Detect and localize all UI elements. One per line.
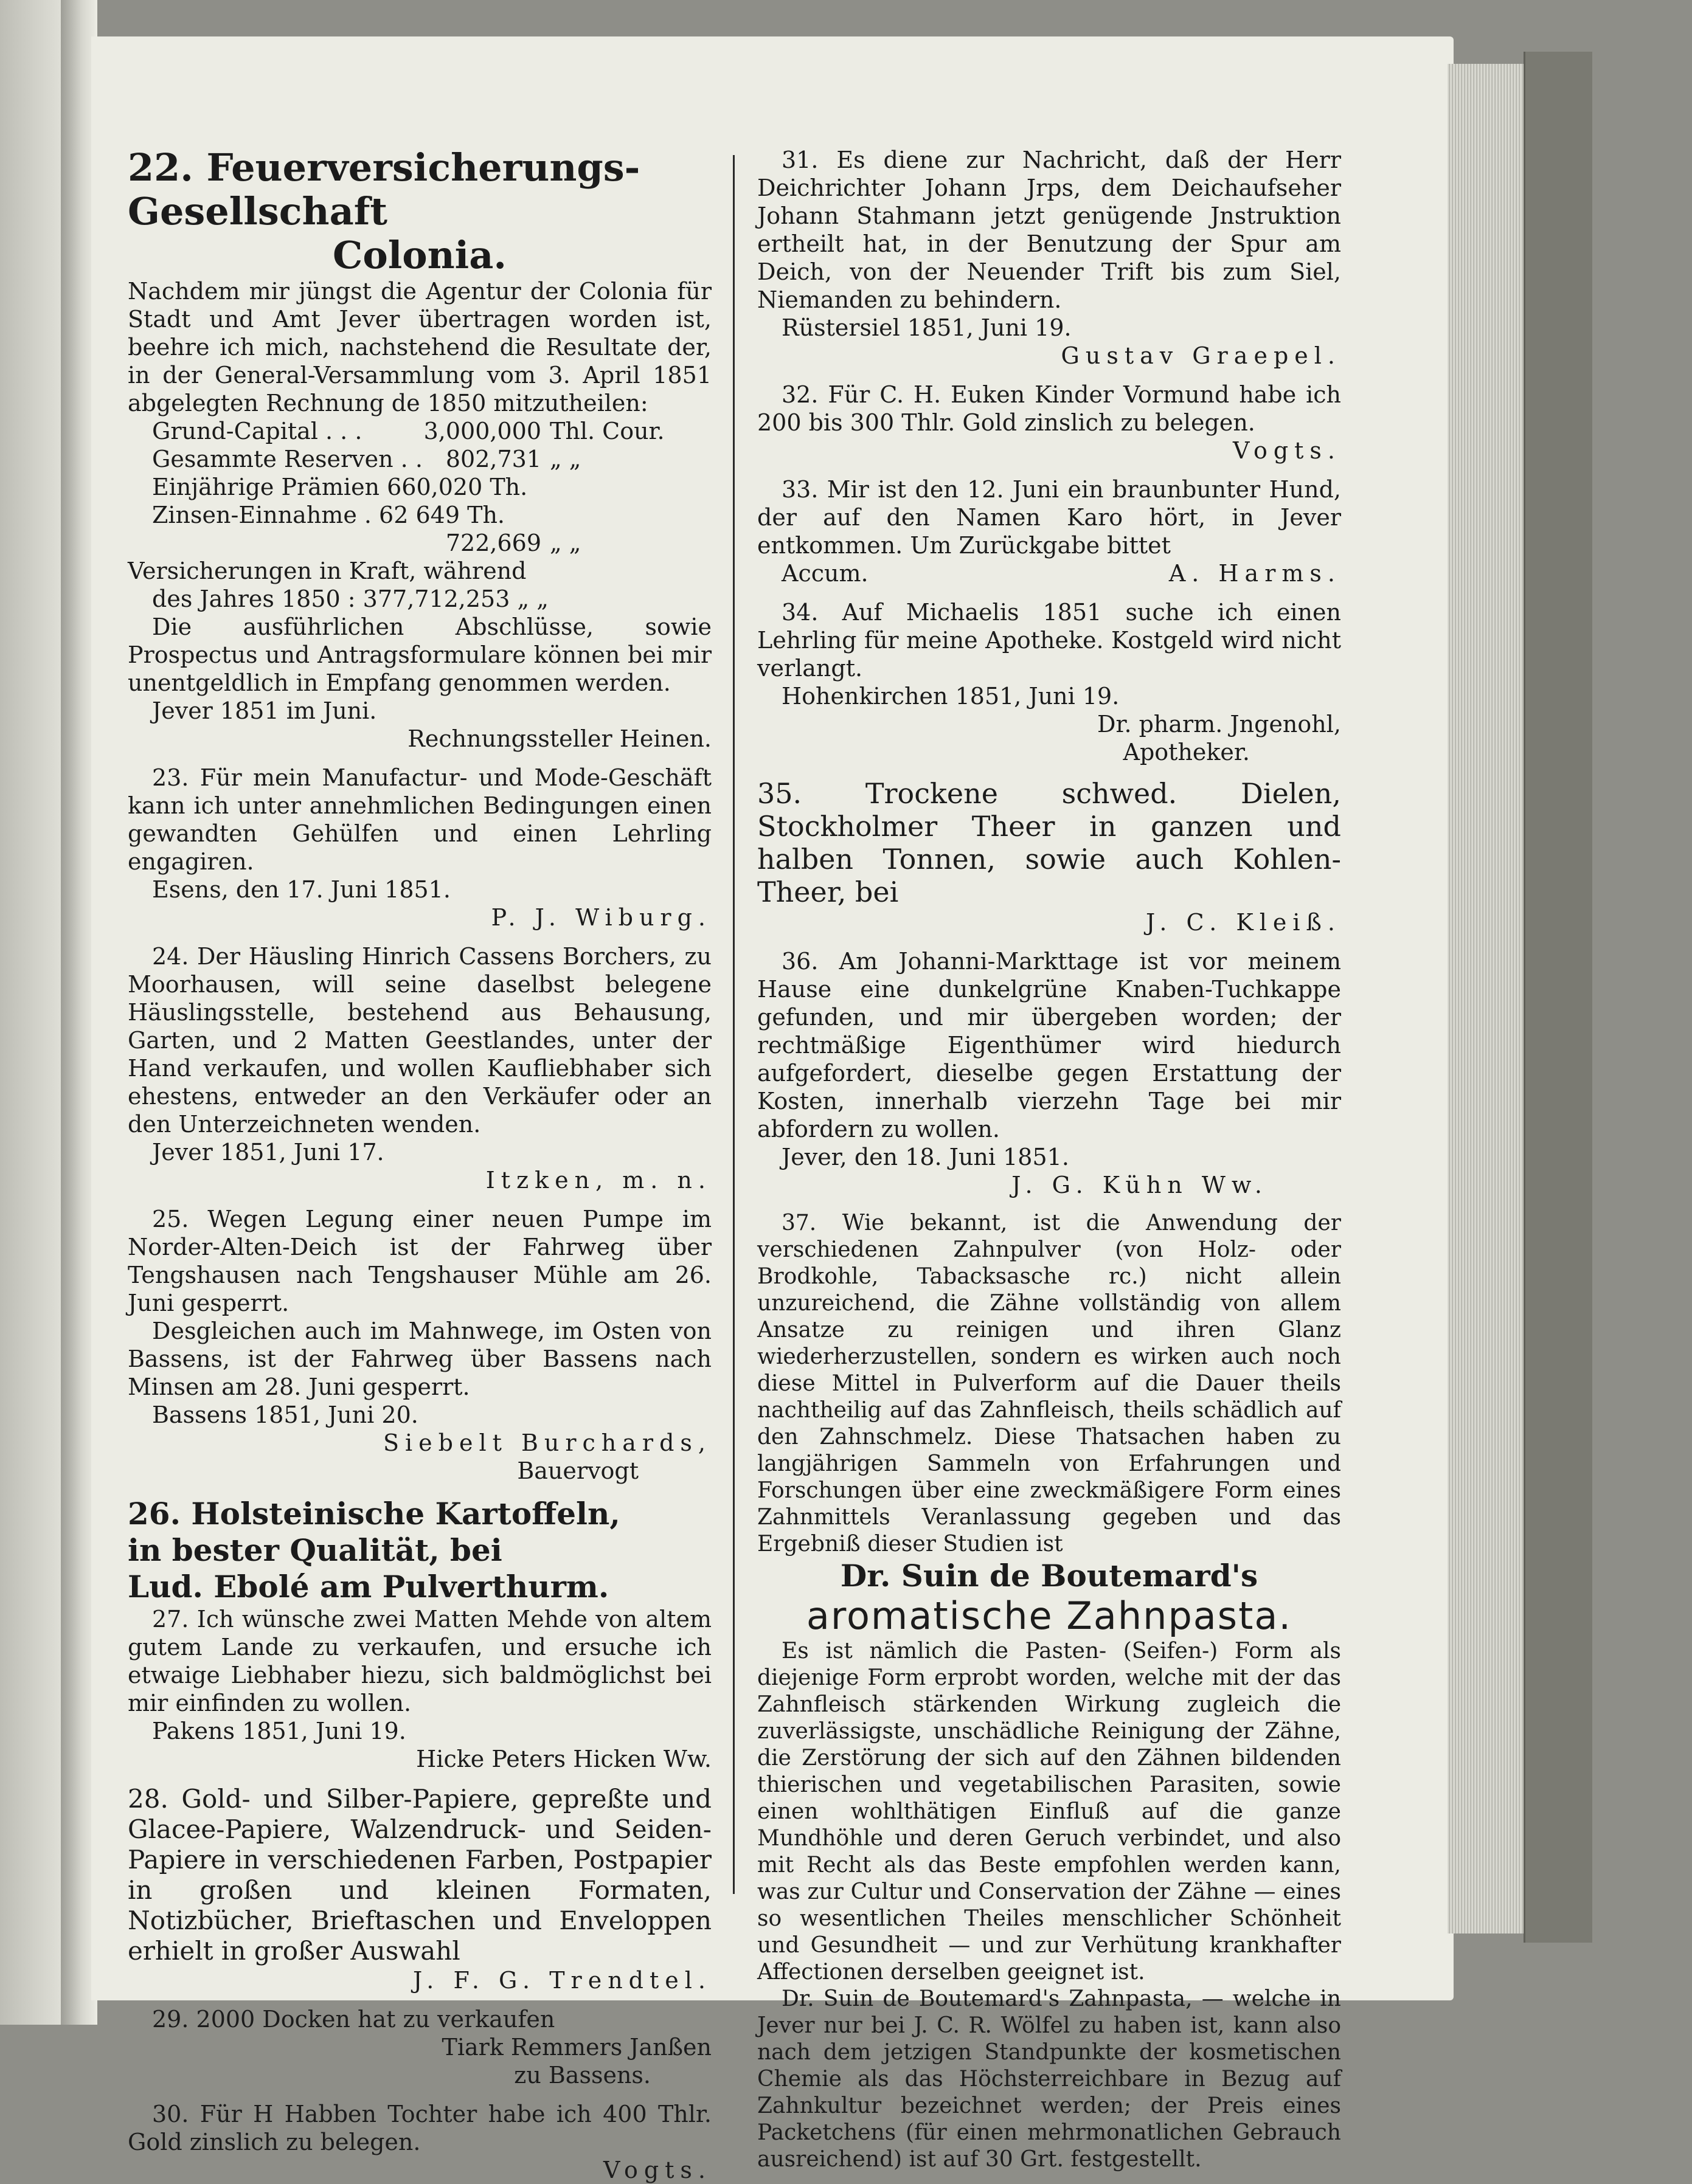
ad-text: Dr. Suin de Boutemard's Zahnpasta, — welche in Jever nur bei J. C. R. Wölfel zu haben ist, kann also nach dem jetzigen Standpunkte der kosmetischen Chemie als das Höchsterreichbare in Bezug auf Zahnkultur bezeichnet werden; der Preis eines Packetchens (für einen mehrmonatlichen Gebrauch ausreichend) ist auf 30 Grt. festgestellt. [757, 1986, 1341, 2172]
ad-signature: J. C. Kleiß. [1146, 909, 1341, 936]
ad-date: Jever, den 18. Juni 1851. [782, 1144, 1069, 1170]
ad-text: Versicherungen in Kraft, während [128, 558, 527, 584]
ad-text: 33. Mir ist den 12. Juni ein braunbunter Hund, der auf den Namen Karo hört, in Jever entkommen. Um Zurückgabe bittet [757, 476, 1341, 559]
ad-36 [757, 947, 1341, 1199]
ad-37 [757, 1210, 1341, 2173]
ad-title-line2: Colonia. [333, 233, 507, 277]
ad-headline: 26. Holsteinische Kartoffeln, [128, 1496, 620, 1532]
table-label: Gesammte Reserven . . [152, 446, 423, 472]
ad-title: Feuerversicherungs-Gesellschaft [128, 145, 640, 233]
ad-34 [757, 598, 1341, 766]
column-divider [733, 155, 735, 1894]
ad-text: 35. Trockene schwed. Dielen, Stockholmer Theer in ganzen und halben Tonnen, sowie auch Kohlen-Theer, bei [757, 777, 1341, 908]
ad-text: 30. Für H Habben Tochter habe ich 400 Thlr. Gold zinslich zu belegen. [128, 2101, 712, 2155]
ad-signature-place: zu Bassens. [514, 2062, 651, 2089]
ad-date: Pakens 1851, Juni 19. [152, 1718, 406, 1744]
ad-signature: J. F. G. Trendtel. [413, 1967, 712, 1994]
ad-signature: Vogts. [603, 2157, 712, 2183]
ad-text: Nachdem mir jüngst die Agentur der Colonia für Stadt und Amt Jever übertragen worden ist, beehre ich mich, nachstehend die Resultate der, in der General-Versammlung vom 3. April 1851 abgelegten Rechnung de 1850 mitzutheilen: [128, 278, 712, 416]
ad-signature: A. Harms. [1168, 560, 1341, 587]
table-unit: „ „ [550, 530, 581, 556]
ad-date: Hohenkirchen 1851, Juni 19. [782, 683, 1120, 710]
ad-text: 32. Für C. H. Euken Kinder Vormund habe ich 200 bis 300 Thlr. Gold zinslich zu belegen. [757, 381, 1341, 436]
ad-date: Jever 1851 im Juni. [152, 697, 377, 724]
ad-30 [128, 2100, 712, 2184]
ad-text: 29. 2000 Docken hat zu verkaufen [152, 2006, 555, 2033]
result-table [152, 417, 712, 557]
ad-26 [128, 1496, 712, 1605]
ad-signature: J. G. Kühn Ww. [1011, 1172, 1268, 1198]
right-column [757, 146, 1341, 2173]
table-value: 3,000,000 [423, 418, 541, 444]
ad-signature-title: Apotheker. [1123, 739, 1250, 765]
ad-text: Es ist nämlich die Pasten- (Seifen-) Form als diejenige Form erprobt worden, welche mit der das Zahnfleisch stärkenden Wirkung zugleich die zuverlässigste, unschädliche Reinigung der Zähne, die Zerstörung der sich auf den Zähnen bildenden thierischen und vegetabilischen Parasiten, sowie einen wohlthätigen Einfluß auf die ganze Mundhöhle und deren Geruch verbindet, und also mit Recht als das Beste empfohlen werden kann, was zur Cultur und Conservation der Zähne — eines so wesentlichen Theiles menschlicher Schönheit und Gesundheit — und zur Verhütung krankhafter Affectionen derselben geeignet ist. [757, 1639, 1341, 1985]
ad-22 [128, 146, 712, 753]
ad-signature: Siebelt Burchards, [383, 1429, 712, 1456]
table-label: Grund-Capital . . . [152, 418, 362, 444]
ad-28 [128, 1784, 712, 1994]
table-row: Einjährige Prämien 660,020 Th. [152, 474, 528, 500]
left-column [128, 146, 712, 2184]
ad-text: 25. Wegen Legung einer neuen Pumpe im Norder-Alten-Deich ist der Fahrweg über Tengshausen nach Tengshauser Mühle am 26. Juni gesperrt. [128, 1206, 712, 1316]
ad-23 [128, 764, 712, 931]
table-value: 802,731 [445, 446, 541, 472]
ad-signature: Itzken, m. n. [485, 1167, 712, 1194]
ad-headline: Lud. Ebolé am Pulverthurm. [128, 1569, 609, 1605]
ad-text: Desgleichen auch im Mahnwege, im Osten von Bassens, ist der Fahrweg über Bassens nach Minsen am 28. Juni gesperrt. [128, 1318, 712, 1400]
ad-text: 36. Am Johanni-Markttage ist vor meinem Hause eine dunkelgrüne Knaben-Tuchkappe gefunden, und mir übergeben worden; der rechtmäßige Eigenthümer wird hiedurch aufgefordert, dieselbe gegen Erstattung der Kosten, innerhalb vierzehn Tage bei mir abfordern zu wollen. [757, 948, 1341, 1142]
ad-brand: Dr. Suin de Boutemard's [840, 1558, 1258, 1594]
ad-signature: Vogts. [1232, 437, 1341, 464]
table-unit: „ „ [550, 446, 581, 472]
ad-text: 27. Ich wünsche zwei Matten Mehde von altem gutem Lande zu verkaufen, und ersuche ich etwaige Liebhaber hiezu, sich baldmöglichst bei mir einfinden zu wollen. [128, 1606, 712, 1716]
ad-24 [128, 942, 712, 1194]
ad-25 [128, 1205, 712, 1485]
ad-headline: in bester Qualität, bei [128, 1532, 502, 1568]
previous-page-edge [0, 0, 67, 2025]
ad-signature: Hicke Peters Hicken Ww. [416, 1746, 712, 1772]
ad-number: 22. [128, 145, 193, 190]
ad-signature: Rechnungssteller Heinen. [407, 725, 712, 752]
ad-signature-title: Bauervogt [517, 1457, 639, 1484]
ad-text: 23. Für mein Manufactur- und Mode-Geschäft kann ich unter annehmlichen Bedingungen einen gewandten Gehülfen und einen Lehrling engagiren. [128, 764, 712, 875]
table-row: Zinsen-Einnahme . 62 649 Th. [152, 502, 505, 528]
ad-35 [757, 777, 1341, 936]
ad-signature: Tiark Remmers Janßen [442, 2034, 712, 2061]
ad-date: Bassens 1851, Juni 20. [152, 1401, 418, 1428]
ad-signature: P. J. Wiburg. [491, 904, 712, 931]
ad-text: 37. Wie bekannt, ist die Anwendung der verschiedenen Zahnpulver (von Holz- oder Brodkohle, Tabacksasche rc.) nicht allein unzureichend, die Zähne vollständig von allem Ansatze zu reinigen und ihren Glanz wiederherzustellen, sondern es wirken auch noch diese Mittel in Pulverform auf die Dauer theils nachtheilig auf das Zahnfleisch, theils schädlich auf den Zahnschmelz. Diese Thatsachen haben zu langjährigen Sammeln von Erfahrungen und Forschungen über eine zweckmäßigere Form eines Zahnmittels Veranlassung gegeben und das Ergebniß dieser Studien ist [757, 1211, 1341, 1557]
ad-29 [128, 2005, 712, 2089]
ad-signature: Dr. pharm. Jngenohl, [1097, 711, 1341, 738]
ad-date: Esens, den 17. Juni 1851. [152, 876, 451, 903]
ad-product-name: aromatische Zahnpasta. [806, 1594, 1292, 1638]
ad-place: Accum. [782, 560, 869, 587]
ad-text: 31. Es diene zur Nachricht, daß der Herr Deichrichter Johann Jrps, dem Deichaufseher Johann Stahmann jetzt genügende Jnstruktion ertheilt hat, in der Benutzung der Spur am Deich, von der Neuender Trift bis zum Siel, Niemanden zu behindern. [757, 147, 1341, 313]
ad-text: des Jahres 1850 : 377,712,253 „ „ [152, 586, 549, 612]
ad-31 [757, 146, 1341, 370]
ad-date: Jever 1851, Juni 17. [152, 1139, 384, 1166]
table-unit: Thl. Cour. [550, 418, 665, 444]
ad-text: 24. Der Häusling Hinrich Cassens Borchers, zu Moorhausen, will seine daselbst belegene Häuslingsstelle, bestehend aus Behausung, Garten, und 2 Matten Geestlandes, unter der Hand verkaufen, und wollen Kaufliebhaber sich ehestens, entweder an den Verkäufer oder an den Unterzeichneten wenden. [128, 943, 712, 1138]
ad-text: 28. Gold- und Silber-Papiere, gepreßte und Glacee-Papiere, Walzendruck- und Seiden-Papiere in verschiedenen Farben, Postpapier in großen und kleinen Formaten, Notizbücher, Brieftaschen und Enveloppen erhielt in großer Auswahl [128, 1784, 712, 1966]
book-cover-edge [1524, 52, 1592, 1943]
page-edges [1448, 64, 1527, 1933]
ad-27 [128, 1605, 712, 1773]
ad-date: Rüstersiel 1851, Juni 19. [782, 314, 1072, 341]
table-value: 722,669 [445, 530, 541, 556]
ad-33 [757, 475, 1341, 587]
ad-text: Die ausführlichen Abschlüsse, sowie Prospectus und Antragsformulare können bei mir unentgeldlich in Empfang genommen werden. [128, 613, 712, 696]
ad-32 [757, 381, 1341, 465]
ad-text: 34. Auf Michaelis 1851 suche ich einen Lehrling für meine Apotheke. Kostgeld wird nicht verlangt. [757, 599, 1341, 682]
ad-signature: Gustav Graepel. [1061, 342, 1341, 369]
